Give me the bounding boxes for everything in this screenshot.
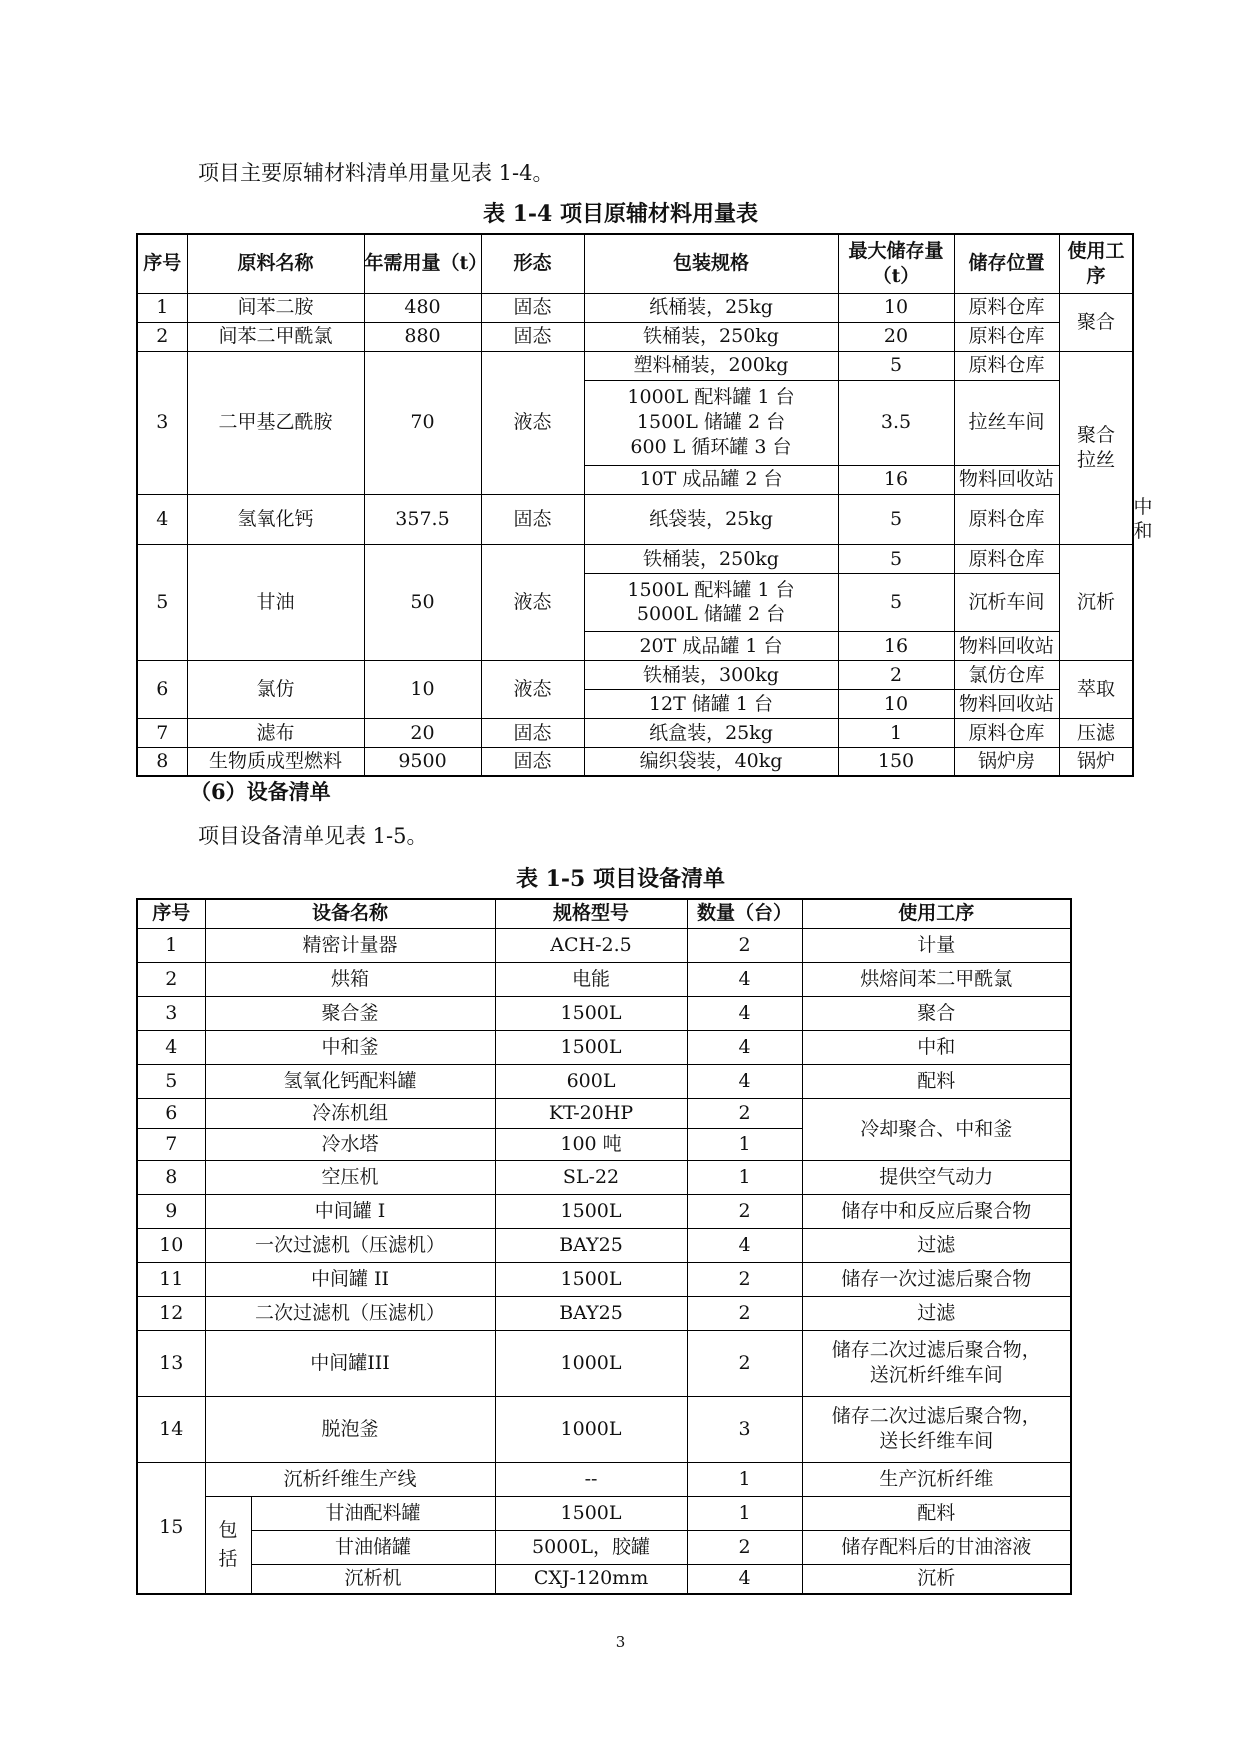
cell-process: 过滤 <box>802 1228 1071 1262</box>
header-material-name: 原料名称 <box>187 234 364 293</box>
cell-qty: 3 <box>687 1396 802 1462</box>
cell-name: 中间罐III <box>205 1330 495 1396</box>
cell-location: 物料回收站 <box>954 689 1059 718</box>
cell-qty: 2 <box>687 928 802 962</box>
cell-process: 生产沉析纤维 <box>802 1462 1071 1496</box>
table-row <box>137 544 1133 573</box>
table-row <box>137 1228 1071 1262</box>
cell-location: 原料仓库 <box>954 322 1059 351</box>
header-seq: 序号 <box>137 899 205 928</box>
cell-qty: 4 <box>687 962 802 996</box>
header-seq: 序号 <box>137 234 187 293</box>
cell-seq: 2 <box>137 322 187 351</box>
cell-annual: 10 <box>364 660 481 718</box>
equipment-table <box>136 898 1072 1595</box>
header-packing: 包装规格 <box>584 234 838 293</box>
cell-name: 甘油配料罐 <box>251 1496 495 1530</box>
cell-spec: 1500L <box>495 1030 687 1064</box>
table-row <box>137 996 1071 1030</box>
cell-process: 提供空气动力 <box>802 1160 1071 1194</box>
cell-process: 过滤 <box>802 1296 1071 1330</box>
cell-location: 锅炉房 <box>954 747 1059 776</box>
cell-annual: 70 <box>364 351 481 494</box>
cell-annual: 480 <box>364 293 481 322</box>
cell-max: 3.5 <box>838 380 954 465</box>
table-row <box>137 1262 1071 1296</box>
cell-process: 储存二次过滤后聚合物， 送沉析纤维车间 <box>802 1330 1071 1396</box>
cell-spec: 1000L <box>495 1396 687 1462</box>
table-row <box>137 1064 1071 1098</box>
table-row <box>137 1030 1071 1064</box>
cell-location: 原料仓库 <box>954 544 1059 573</box>
cell-name: 甘油 <box>187 544 364 660</box>
cell-seq: 8 <box>137 1160 205 1194</box>
cell-seq: 6 <box>137 660 187 718</box>
cell-seq: 3 <box>137 351 187 494</box>
header-equipment-name: 设备名称 <box>205 899 495 928</box>
cell-name: 氯仿 <box>187 660 364 718</box>
header-max-storage: 最大储存量（t） <box>838 234 954 293</box>
cell-spec: KT-20HP <box>495 1098 687 1128</box>
cell-pack: 纸桶装，25kg <box>584 293 838 322</box>
cell-max: 2 <box>838 660 954 689</box>
cell-name: 二次过滤机（压滤机） <box>205 1296 495 1330</box>
cell-process: 储存配料后的甘油溶液 <box>802 1530 1071 1564</box>
cell-spec: 1000L <box>495 1330 687 1396</box>
cell-max: 150 <box>838 747 954 776</box>
cell-location: 原料仓库 <box>954 718 1059 747</box>
table-row <box>137 928 1071 962</box>
cell-name: 间苯二胺 <box>187 293 364 322</box>
cell-name: 间苯二甲酰氯 <box>187 322 364 351</box>
cell-name: 滤布 <box>187 718 364 747</box>
cell-seq: 12 <box>137 1296 205 1330</box>
cell-name: 一次过滤机（压滤机） <box>205 1228 495 1262</box>
cell-form: 固态 <box>481 322 584 351</box>
cell-name: 中间罐 I <box>205 1194 495 1228</box>
intro-paragraph-1: 项目主要原辅材料清单用量见表 1-4。 <box>198 161 554 185</box>
cell-pack: 塑料桶装，200kg <box>584 351 838 380</box>
cell-form: 液态 <box>481 660 584 718</box>
cell-form: 液态 <box>481 351 584 494</box>
table-row <box>137 322 1133 351</box>
cell-process: 烘熔间苯二甲酰氯 <box>802 962 1071 996</box>
cell-seq: 15 <box>137 1462 205 1594</box>
section-heading-equipment: （6）设备清单 <box>190 779 331 804</box>
cell-pack: 10T 成品罐 2 台 <box>584 465 838 494</box>
cell-pack: 铁桶装，300kg <box>584 660 838 689</box>
cell-form: 固态 <box>481 293 584 322</box>
cell-location: 物料回收站 <box>954 465 1059 494</box>
cell-location: 原料仓库 <box>954 494 1059 544</box>
cell-pack: 12T 储罐 1 台 <box>584 689 838 718</box>
cell-pack: 纸袋装，25kg <box>584 494 838 544</box>
cell-name: 二甲基乙酰胺 <box>187 351 364 494</box>
table-row <box>137 1462 1071 1496</box>
cell-qty: 2 <box>687 1296 802 1330</box>
cell-name: 冷冻机组 <box>205 1098 495 1128</box>
cell-process: 计量 <box>802 928 1071 962</box>
table-row <box>137 1396 1071 1462</box>
table-header-row <box>137 899 1071 928</box>
cell-pack: 铁桶装，250kg <box>584 544 838 573</box>
cell-name: 沉析纤维生产线 <box>205 1462 495 1496</box>
cell-max: 10 <box>838 293 954 322</box>
cell-max: 5 <box>838 351 954 380</box>
cell-seq: 11 <box>137 1262 205 1296</box>
cell-annual: 20 <box>364 718 481 747</box>
cell-spec: 1500L <box>495 1496 687 1530</box>
cell-spec: 1500L <box>495 996 687 1030</box>
cell-process: 聚合 <box>802 996 1071 1030</box>
cell-max: 10 <box>838 689 954 718</box>
table-header-row <box>137 234 1133 293</box>
table-row: 4 氢氧化钙 357.5 固态 纸袋装，25kg 5 原料仓库 中和 <box>137 494 1133 544</box>
cell-max: 5 <box>838 494 954 544</box>
cell-form: 固态 <box>481 747 584 776</box>
page-number: 3 <box>615 1633 626 1651</box>
cell-seq: 13 <box>137 1330 205 1396</box>
cell-name: 中间罐 II <box>205 1262 495 1296</box>
cell-seq: 9 <box>137 1194 205 1228</box>
cell-pack: 编织袋装，40kg <box>584 747 838 776</box>
cell-qty: 4 <box>687 1064 802 1098</box>
cell-spec: CXJ-120mm <box>495 1564 687 1594</box>
cell-process: 储存一次过滤后聚合物 <box>802 1262 1071 1296</box>
cell-name: 烘箱 <box>205 962 495 996</box>
cell-location: 原料仓库 <box>954 351 1059 380</box>
cell-spec: -- <box>495 1462 687 1496</box>
cell-pack: 纸盒装，25kg <box>584 718 838 747</box>
table-row <box>137 351 1133 380</box>
table-row <box>137 1530 1071 1564</box>
cell-seq: 3 <box>137 996 205 1030</box>
cell-location: 氯仿仓库 <box>954 660 1059 689</box>
header-spec: 规格型号 <box>495 899 687 928</box>
cell-location: 原料仓库 <box>954 293 1059 322</box>
cell-process: 沉析 <box>1059 544 1133 660</box>
cell-form: 固态 <box>481 718 584 747</box>
table-1-5-caption: 表 1-5 项目设备清单 <box>515 866 726 892</box>
cell-seq: 1 <box>137 928 205 962</box>
table-row <box>137 1098 1071 1128</box>
cell-spec: ACH-2.5 <box>495 928 687 962</box>
cell-location: 沉析车间 <box>954 573 1059 631</box>
cell-includes-label: 包 括 <box>205 1496 251 1594</box>
cell-process: 沉析 <box>802 1564 1071 1594</box>
cell-location: 物料回收站 <box>954 631 1059 660</box>
cell-qty: 4 <box>687 1030 802 1064</box>
cell-qty: 2 <box>687 1530 802 1564</box>
table-row <box>137 1296 1071 1330</box>
cell-seq: 14 <box>137 1396 205 1462</box>
cell-form: 液态 <box>481 544 584 660</box>
header-storage-location: 储存位置 <box>954 234 1059 293</box>
header-annual-amount: 年需用量（t） <box>364 234 481 293</box>
cell-process: 配料 <box>802 1064 1071 1098</box>
cell-annual: 50 <box>364 544 481 660</box>
cell-location: 拉丝车间 <box>954 380 1059 465</box>
header-form: 形态 <box>481 234 584 293</box>
cell-process: 冷却聚合、中和釜 <box>802 1098 1071 1160</box>
cell-max: 16 <box>838 631 954 660</box>
table-row <box>137 1496 1071 1530</box>
cell-process: 锅炉 <box>1059 747 1133 776</box>
header-process: 使用工序 <box>802 899 1071 928</box>
cell-process: 聚合 <box>1059 293 1133 351</box>
cell-seq: 4 <box>137 1030 205 1064</box>
cell-pack: 1000L 配料罐 1 台 1500L 储罐 2 台 600 L 循环罐 3 台 <box>584 380 838 465</box>
cell-annual: 9500 <box>364 747 481 776</box>
cell-max: 5 <box>838 544 954 573</box>
cell-name: 沉析机 <box>251 1564 495 1594</box>
cell-process: 储存中和反应后聚合物 <box>802 1194 1071 1228</box>
table-row <box>137 747 1133 776</box>
cell-name: 空压机 <box>205 1160 495 1194</box>
cell-process: 压滤 <box>1059 718 1133 747</box>
table-row <box>137 293 1133 322</box>
cell-spec: 100 吨 <box>495 1128 687 1160</box>
cell-pack: 铁桶装，250kg <box>584 322 838 351</box>
intro-paragraph-2: 项目设备清单见表 1-5。 <box>198 824 428 848</box>
header-process: 使用工序 <box>1059 234 1133 293</box>
cell-seq: 10 <box>137 1228 205 1262</box>
cell-seq: 5 <box>137 1064 205 1098</box>
cell-seq: 5 <box>137 544 187 660</box>
cell-max: 5 <box>838 573 954 631</box>
cell-qty: 4 <box>687 1564 802 1594</box>
cell-annual: 357.5 <box>364 494 481 544</box>
cell-spec: 1500L <box>495 1262 687 1296</box>
cell-name: 氢氧化钙 <box>187 494 364 544</box>
cell-process: 萃取 <box>1059 660 1133 718</box>
cell-qty: 1 <box>687 1160 802 1194</box>
cell-qty: 1 <box>687 1128 802 1160</box>
cell-name: 精密计量器 <box>205 928 495 962</box>
cell-name: 氢氧化钙配料罐 <box>205 1064 495 1098</box>
cell-name: 脱泡釜 <box>205 1396 495 1462</box>
cell-seq: 2 <box>137 962 205 996</box>
raw-materials-table <box>136 233 1153 777</box>
cell-qty: 1 <box>687 1496 802 1530</box>
cell-spec: 600L <box>495 1064 687 1098</box>
cell-qty: 1 <box>687 1462 802 1496</box>
table-row <box>137 1194 1071 1228</box>
cell-spec: SL-22 <box>495 1160 687 1194</box>
cell-process: 储存二次过滤后聚合物， 送长纤维车间 <box>802 1396 1071 1462</box>
cell-name: 冷水塔 <box>205 1128 495 1160</box>
cell-seq: 6 <box>137 1098 205 1128</box>
cell-spec: 5000L，胶罐 <box>495 1530 687 1564</box>
table-1-4-caption: 表 1-4 项目原辅材料用量表 <box>482 201 759 227</box>
cell-qty: 2 <box>687 1262 802 1296</box>
table-row <box>137 1160 1071 1194</box>
cell-pack: 20T 成品罐 1 台 <box>584 631 838 660</box>
cell-process: 聚合 拉丝 <box>1059 351 1133 544</box>
cell-qty: 4 <box>687 996 802 1030</box>
cell-max: 16 <box>838 465 954 494</box>
table-row <box>137 1330 1071 1396</box>
cell-spec: BAY25 <box>495 1296 687 1330</box>
cell-seq: 7 <box>137 1128 205 1160</box>
cell-seq: 7 <box>137 718 187 747</box>
cell-seq: 1 <box>137 293 187 322</box>
cell-qty: 2 <box>687 1194 802 1228</box>
table-row <box>137 718 1133 747</box>
cell-qty: 4 <box>687 1228 802 1262</box>
cell-max: 20 <box>838 322 954 351</box>
table-row <box>137 1564 1071 1594</box>
table-row <box>137 962 1071 996</box>
cell-name: 聚合釜 <box>205 996 495 1030</box>
cell-qty: 2 <box>687 1330 802 1396</box>
cell-qty: 2 <box>687 1098 802 1128</box>
header-quantity: 数量（台） <box>687 899 802 928</box>
cell-form: 固态 <box>481 494 584 544</box>
cell-spec: 1500L <box>495 1194 687 1228</box>
cell-name: 甘油储罐 <box>251 1530 495 1564</box>
cell-seq: 4 <box>137 494 187 544</box>
cell-name: 中和釜 <box>205 1030 495 1064</box>
cell-name: 生物质成型燃料 <box>187 747 364 776</box>
cell-seq: 8 <box>137 747 187 776</box>
cell-max: 1 <box>838 718 954 747</box>
cell-process: 中和 <box>802 1030 1071 1064</box>
cell-spec: 电能 <box>495 962 687 996</box>
cell-annual: 880 <box>364 322 481 351</box>
table-row <box>137 660 1133 689</box>
cell-process: 配料 <box>802 1496 1071 1530</box>
cell-spec: BAY25 <box>495 1228 687 1262</box>
cell-pack: 1500L 配料罐 1 台 5000L 储罐 2 台 <box>584 573 838 631</box>
